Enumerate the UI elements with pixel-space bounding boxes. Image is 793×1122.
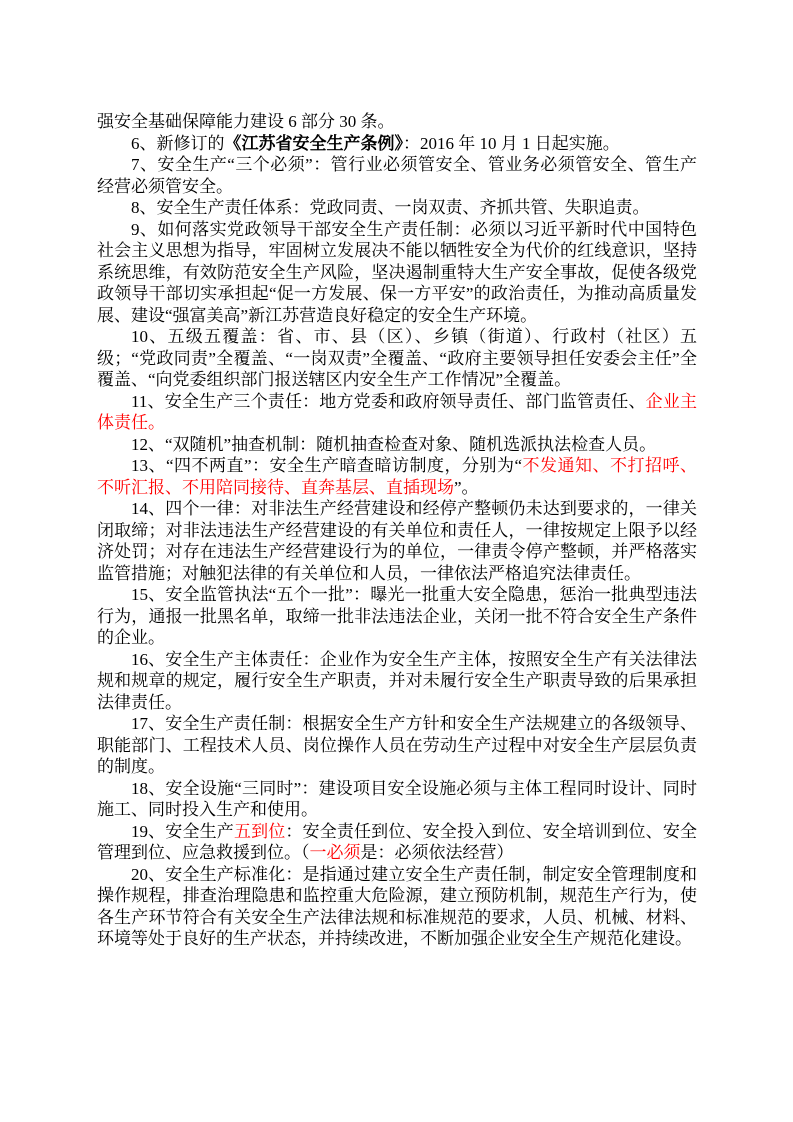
paragraph-item-10 xyxy=(97,326,697,391)
text-run: 19、安全生产 xyxy=(131,821,234,841)
text-run: 17、安全生产责任制：根据安全生产方针和安全生产法规建立的各级领导、职能部门、工程技术人员、岗位操作人员在劳动生产过程中对安全生产层层负责的制度。 xyxy=(97,714,697,776)
paragraph-item-11 xyxy=(97,391,697,434)
paragraph-item-20 xyxy=(97,864,697,950)
paragraph-item-8 xyxy=(97,197,697,219)
text-run: 12、“双随机”抽查机制：随机抽查检查对象、随机选派执法检查人员。 xyxy=(131,434,657,454)
paragraph-item-17 xyxy=(97,713,697,778)
paragraph-item-5-continuation xyxy=(97,111,697,133)
paragraph-item-12 xyxy=(97,434,697,456)
text-run: 13、“四不两直”：安全生产暗查暗访制度，分别为“ xyxy=(131,456,523,475)
text-run: 8、安全生产责任体系：党政同责、一岗双责、齐抓共管、失职追责。 xyxy=(131,198,650,217)
text-run: 11、安全生产三个责任：地方党委和政府领导责任、部门监管责任、 xyxy=(131,391,646,411)
paragraph-item-7 xyxy=(97,154,697,197)
text-run: 10、五级五覆盖：省、市、县（区）、乡镇（街道）、行政村（社区）五级；“党政同责”全覆盖、“一岗双责”全覆盖、“政府主要领导担任安委会主任”全覆盖、“向党委组织部门报送辖区内安全生产工作情况”全覆盖。 xyxy=(97,327,697,389)
text-run: ：安全责任到位、安全投入到位、安全培训到位、安全管理到位、应急救援到位。（ xyxy=(97,821,697,862)
text-run: 15、安全监管执法“五个一批”：曝光一批重大安全隐患，惩治一批典型违法行为，通报一批黑名单，取缔一批非法违法企业，关闭一批不符合安全生产条件的企业。 xyxy=(97,585,697,647)
text-run: 16、安全生产主体责任：企业作为安全生产主体，按照安全生产有关法律法规和规章的规定，履行安全生产职责，并对未履行安全生产职责导致的后果承担法律责任。 xyxy=(97,649,697,712)
paragraph-item-14 xyxy=(97,498,697,584)
text-run: 强安全基础保障能力建设 6 部分 30 条。 xyxy=(97,112,395,131)
text-run-highlight: 不发通知、不打招呼、不听汇报、不用陪同接待、直奔基层、直插现场 xyxy=(97,456,698,497)
text-run-highlight: 五到位 xyxy=(233,821,286,841)
paragraph-item-13 xyxy=(97,455,697,498)
paragraph-item-15 xyxy=(97,584,697,649)
text-run-bold: 《江苏省安全生产条例》 xyxy=(224,133,403,153)
text-run: 6、新修订的 xyxy=(131,133,225,153)
paragraph-item-18 xyxy=(97,778,697,821)
text-run: 14、四个一律：对非法生产经营建设和经停产整顿仍未达到要求的，一律关闭取缔；对非法违法生产经营建设的有关单位和责任人，一律按规定上限予以经济处罚；对存在违法生产经营建设行为的单位，一律责令停产整顿，并严格落实监管措施；对触犯法律的有关单位和人员，一律依法严格追究法律责任。 xyxy=(97,499,697,583)
text-run-highlight: 一必须 xyxy=(309,843,361,862)
text-run: 18、安全设施“三同时”：建设项目安全设施必须与主体工程同时设计、同时施工、同时投入生产和使用。 xyxy=(97,778,697,819)
document-content xyxy=(97,111,697,950)
text-run: 9、如何落实党政领导干部安全生产责任制：必须以习近平新时代中国特色社会主义思想为指导，牢固树立发展决不能以牺牲安全为代价的红线意识，坚持系统思维，有效防范安全生产风险，坚决遏制重特大生产安全事故，促使各级党政领导干部切实承担起“促一方发展、保一方平安”的政治责任，为推动高质量发展、建设“强富美高”新江苏营造良好稳定的安全生产环境。 xyxy=(97,219,697,325)
text-run: ”。 xyxy=(454,477,479,497)
text-run: 7、安全生产“三个必须”：管行业必须管安全、管业务必须管安全、管生产经营必须管安全。 xyxy=(97,155,697,196)
text-run: 20、安全生产标准化：是指通过建立安全生产责任制，制定安全管理制度和操作规程，排查治理隐患和监控重大危险源，建立预防机制，规范生产行为，使各生产环节符合有关安全生产法律法规和标准规范的要求，人员、机械、材料、环境等处于良好的生产状态，并持续改进，不断加强企业安全生产规范化建设。 xyxy=(97,864,697,948)
text-run-highlight: 企业主体责任。 xyxy=(97,391,698,432)
text-run: ：2016 年 10 月 1 日起实施。 xyxy=(403,133,620,153)
paragraph-item-9 xyxy=(97,219,697,327)
paragraph-item-19 xyxy=(97,821,697,864)
text-run: 是：必须依法经营） xyxy=(360,843,514,862)
paragraph-item-6 xyxy=(97,133,697,155)
paragraph-item-16 xyxy=(97,649,697,714)
